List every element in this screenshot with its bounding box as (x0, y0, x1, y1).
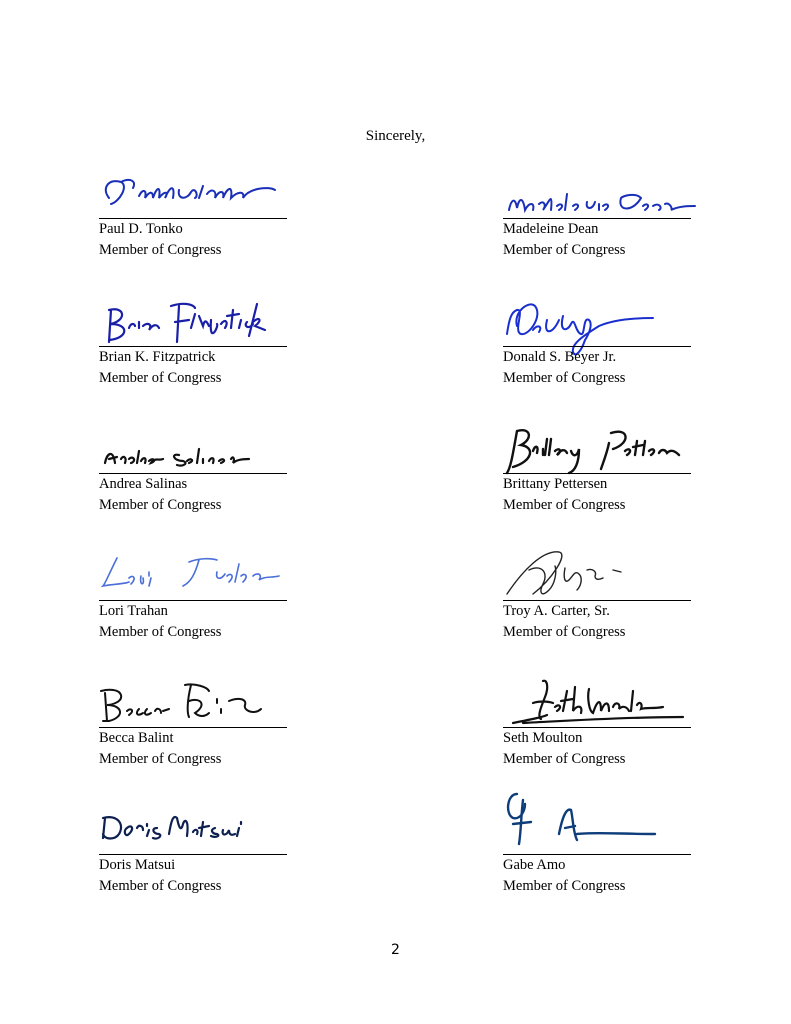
signature-line (503, 346, 691, 347)
signature-line (99, 218, 287, 219)
closing-salutation: Sincerely, (365, 128, 426, 144)
signature-line (99, 346, 287, 347)
signatory-name: Donald S. Beyer Jr. (503, 349, 617, 365)
signature-amo (503, 804, 703, 854)
signatory-name: Lori Trahan (99, 603, 168, 619)
signature-tonko (99, 168, 299, 218)
signatory-role: Member of Congress (503, 370, 626, 386)
signatory-role: Member of Congress (99, 624, 222, 640)
signature-line (99, 727, 287, 728)
signatory-name: Troy A. Carter, Sr. (503, 603, 610, 619)
signature-carter (503, 550, 703, 600)
signature-line (503, 854, 691, 855)
signatory-name: Madeleine Dean (503, 221, 599, 237)
signatory-name: Brian K. Fitzpatrick (99, 349, 216, 365)
signatory-role: Member of Congress (503, 242, 626, 258)
signatory-role: Member of Congress (99, 370, 222, 386)
signature-beyer (503, 296, 703, 346)
signatory-role: Member of Congress (503, 497, 626, 513)
signatory-role: Member of Congress (99, 751, 222, 767)
signature-line (99, 473, 287, 474)
signature-line (503, 473, 691, 474)
signature-line (503, 600, 691, 601)
page-number: 2 (391, 942, 400, 958)
signatory-role: Member of Congress (99, 242, 222, 258)
signatory-name: Doris Matsui (99, 857, 176, 873)
signatory-name: Becca Balint (99, 730, 174, 746)
signature-matsui (99, 804, 299, 854)
signatory-role: Member of Congress (99, 497, 222, 513)
signatory-name: Paul D. Tonko (99, 221, 183, 237)
signature-line (503, 727, 691, 728)
signature-fitzpatrick (99, 296, 299, 346)
signatory-role: Member of Congress (503, 624, 626, 640)
signatory-name: Andrea Salinas (99, 476, 188, 492)
signatory-name: Brittany Pettersen (503, 476, 608, 492)
signature-line (99, 854, 287, 855)
signature-trahan (99, 550, 299, 600)
signature-pettersen (503, 423, 703, 473)
signature-line (99, 600, 287, 601)
signature-moulton (503, 677, 703, 727)
signature-line (503, 218, 691, 219)
signatory-role: Member of Congress (503, 878, 626, 894)
signatory-role: Member of Congress (503, 751, 626, 767)
signatory-name: Seth Moulton (503, 730, 583, 746)
signature-dean (503, 168, 703, 218)
signatory-role: Member of Congress (99, 878, 222, 894)
signature-salinas (99, 423, 299, 473)
signatory-name: Gabe Amo (503, 857, 566, 873)
signature-balint (99, 677, 299, 727)
